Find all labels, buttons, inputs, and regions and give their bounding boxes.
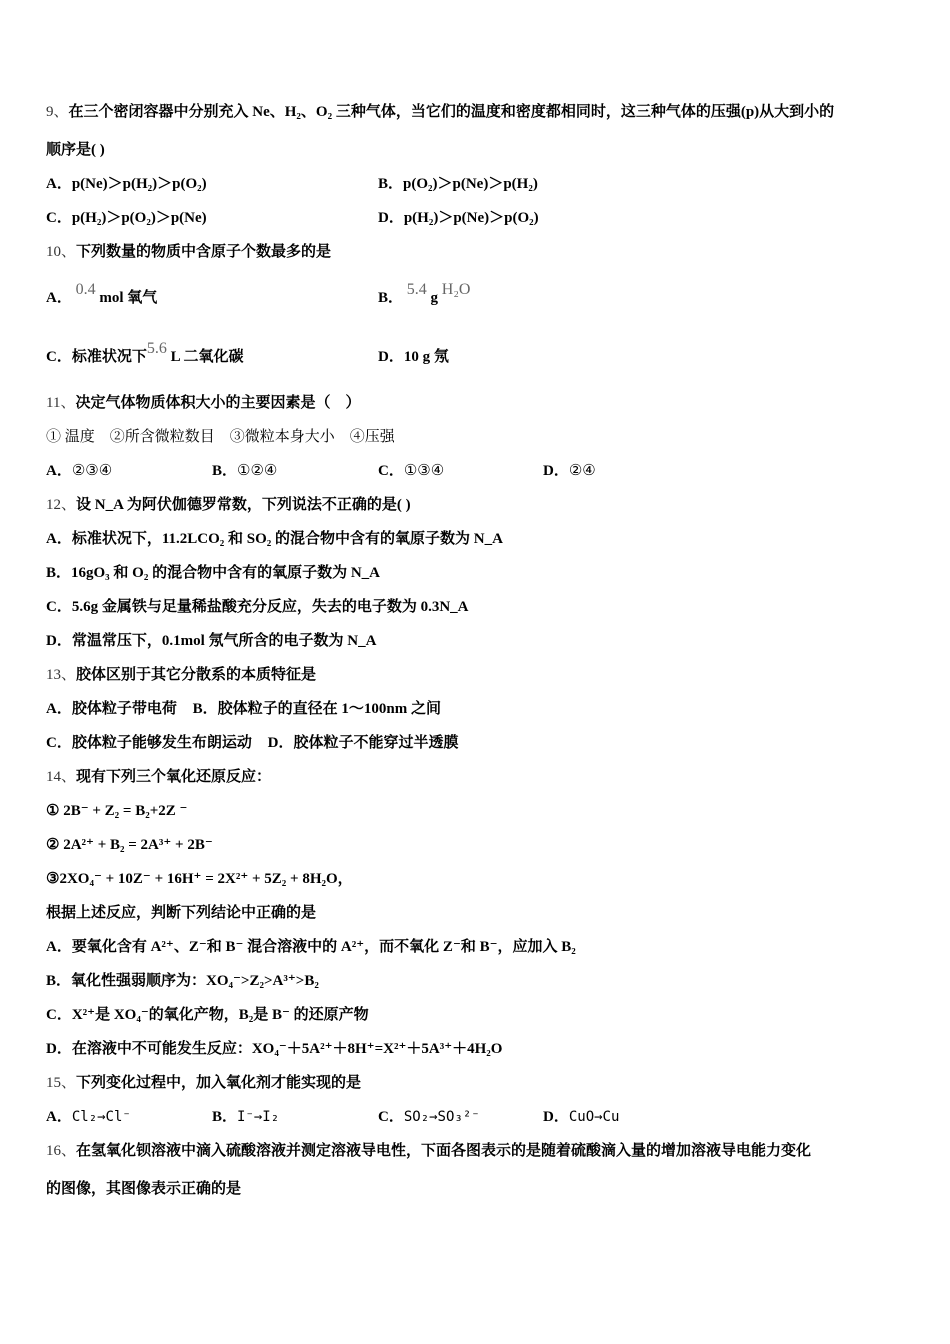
option-text: X²⁺是 XO₄⁻的氧化产物，B₂是 B⁻ 的还原产物 [71,1007,369,1023]
q10-stem-text: 下列数量的物质中含原子个数最多的是 [76,244,332,260]
option-text: ①③④ [403,463,445,479]
option-text: 16gO₃ 和 O₂ 的混合物中含有的氧原子数为 N_A [71,565,381,581]
q14-option-d [46,1039,502,1059]
q9-stem-text: 在三个密闭容器中分别充入 Ne、H₂、O₂ 三种气体，当它们的温度和密度都相同时，这三种气体的压强(p)从大到小的 [68,104,835,120]
option-value: 5.6 [146,340,167,357]
option-label: B． [212,1109,238,1125]
option-label: A． [46,176,72,192]
q11-stem-text: 决定气体物质体积大小的主要因素是（ ） [75,395,361,411]
q14-reaction-2: ② 2A²⁺ + B₂ = 2A³⁺ + 2B⁻ [46,837,213,853]
option-text: p(O₂)＞p(Ne)＞p(H₂) [403,176,538,192]
option-text: p(Ne)＞p(H₂)＞p(O₂) [71,176,207,192]
q13-option-c [46,735,252,751]
q9-option-b [378,174,538,194]
q13-number: 13、 [46,667,77,683]
option-text: I⁻→I₂ [237,1109,280,1125]
q10-stem [46,242,331,262]
option-label: D． [543,463,569,479]
option-label: B． [212,463,238,479]
q12-stem [46,495,411,515]
q9-option-a [46,174,207,194]
option-text: p(H₂)＞p(O₂)＞p(Ne) [71,210,207,226]
q15-stem [46,1073,361,1093]
q16-number: 16、 [46,1143,77,1159]
q9-number: 9、 [46,104,69,120]
option-label: A． [46,290,72,306]
option-text: 氧化性强弱顺序为：XO₄⁻>Z₂>A³⁺>B₂ [71,973,319,989]
q15-option-d [543,1107,619,1127]
q14-option-c [46,1005,369,1025]
q13-option-a [46,701,177,717]
option-label: B． [46,973,72,989]
option-text: 要氧化含有 A²⁺、Z⁻和 B⁻ 混合溶液中的 A²⁺，而不氧化 Z⁻和 B⁻，应加入 B₂ [71,939,576,955]
q10-option-c [46,340,244,367]
q12-option-d [46,631,376,651]
q13-option-d [268,735,459,751]
option-text: 胶体粒子不能穿过半透膜 [293,735,459,751]
option-label: B． [378,290,404,306]
option-label: A． [46,701,72,717]
q11-factors: ① 温度 ②所含微粒数目 ③微粒本身大小 ④压强 [46,429,395,445]
option-label: C． [46,599,72,615]
q10-option-a [46,281,158,308]
q11-number: 11、 [46,395,76,411]
option-label: A． [46,531,72,547]
option-text: 10 g 氖 [403,349,449,365]
option-text: mol 氧气 [99,290,158,306]
option-text: SO₂→SO₃²⁻ [403,1109,480,1125]
q9-stem-line2: 顺序是( ) [46,142,105,158]
q9-stem-line1 [46,102,834,122]
option-label: D． [46,633,72,649]
option-value: 5.4 [406,281,427,298]
q14-prompt: 根据上述反应，判断下列结论中正确的是 [46,905,317,921]
q13-option-b [193,701,441,717]
q13-stem [46,665,316,685]
option-formula: H₂O [441,281,471,298]
option-text: ②④ [568,463,596,479]
option-text: ②③④ [71,463,113,479]
q15-stem-text: 下列变化过程中，加入氧化剂才能实现的是 [76,1075,362,1091]
option-label: A． [46,463,72,479]
option-text: 在溶液中不可能发生反应：XO₄⁻＋5A²⁺＋8H⁺=X²⁺＋5A³⁺＋4H₂O [71,1041,503,1057]
q15-option-a [46,1107,131,1127]
option-text: 胶体粒子的直径在 1～100nm 之间 [217,701,441,717]
q12-option-b [46,563,380,583]
q9-option-c [46,208,207,228]
q10-option-b [378,281,471,308]
option-label: C． [46,210,72,226]
q13-options-ab [46,699,441,719]
option-text: 胶体粒子能够发生布朗运动 [71,735,252,751]
option-label: A． [46,939,72,955]
q11-option-d [543,461,596,481]
option-label: A． [46,1109,72,1125]
option-label: C． [46,349,72,365]
q14-reaction-1: ① 2B⁻ + Z₂ = B₂+2Z ⁻ [46,803,188,819]
q10-option-d [378,347,449,367]
q12-option-c [46,597,469,617]
option-label: C． [46,1007,72,1023]
q14-stem [46,767,271,787]
q11-option-a [46,461,112,481]
q13-stem-text: 胶体区别于其它分散系的本质特征是 [76,667,317,683]
q14-reaction-3: ③2XO₄⁻ + 10Z⁻ + 16H⁺ = 2X²⁺ + 5Z₂ + 8H₂O， [46,871,353,887]
option-label: D． [378,210,404,226]
q13-options-cd [46,733,458,753]
option-value: 0.4 [75,281,96,298]
q15-option-b [212,1107,279,1127]
q15-option-c [378,1107,480,1127]
q11-option-c [378,461,444,481]
option-label: C． [378,1109,404,1125]
q16-stem-line1 [46,1141,811,1161]
option-label: D． [46,1041,72,1057]
option-label: D． [267,735,294,751]
q12-option-a [46,529,503,549]
q15-number: 15、 [46,1075,77,1091]
option-prefix: 标准状况下 [71,349,147,365]
q14-number: 14、 [46,769,77,785]
option-text: Cl₂→Cl⁻ [71,1109,131,1125]
option-label: B． [378,176,404,192]
option-text: 5.6g 金属铁与足量稀盐酸充分反应，失去的电子数为 0.3N_A [71,599,469,615]
option-text: 常温常压下，0.1mol 氖气所含的电子数为 N_A [71,633,377,649]
q9-option-d [378,208,539,228]
q14-option-a [46,937,576,957]
q11-option-b [212,461,277,481]
option-label: B． [46,565,72,581]
q14-stem-text: 现有下列三个氧化还原反应： [76,769,272,785]
q12-number: 12、 [46,497,77,513]
option-label: C． [378,463,404,479]
option-text: 标准状况下，11.2LCO₂ 和 SO₂ 的混合物中含有的氧原子数为 N_A [71,531,503,547]
option-text: CuO→Cu [568,1109,620,1125]
option-text: p(H₂)＞p(Ne)＞p(O₂) [403,210,539,226]
option-text: 胶体粒子带电荷 [71,701,177,717]
option-text: L 二氧化碳 [170,349,244,365]
q16-stem-line2: 的图像，其图像表示正确的是 [46,1181,242,1197]
option-text: g [430,290,439,306]
q11-stem [46,393,360,413]
option-label: C． [46,735,72,751]
option-label: D． [543,1109,569,1125]
option-label: B． [192,701,218,717]
q16-stem-text: 在氢氧化钡溶液中滴入硫酸溶液并测定溶液导电性，下面各图表示的是随着硫酸滴入量的增加溶液导电能力变化 [76,1143,812,1159]
option-text: ①②④ [237,463,278,479]
option-label: D． [378,349,404,365]
q12-stem-text: 设 N_A 为阿伏伽德罗常数，下列说法不正确的是( ) [76,497,411,513]
q10-number: 10、 [46,244,77,260]
q14-option-b [46,971,319,991]
